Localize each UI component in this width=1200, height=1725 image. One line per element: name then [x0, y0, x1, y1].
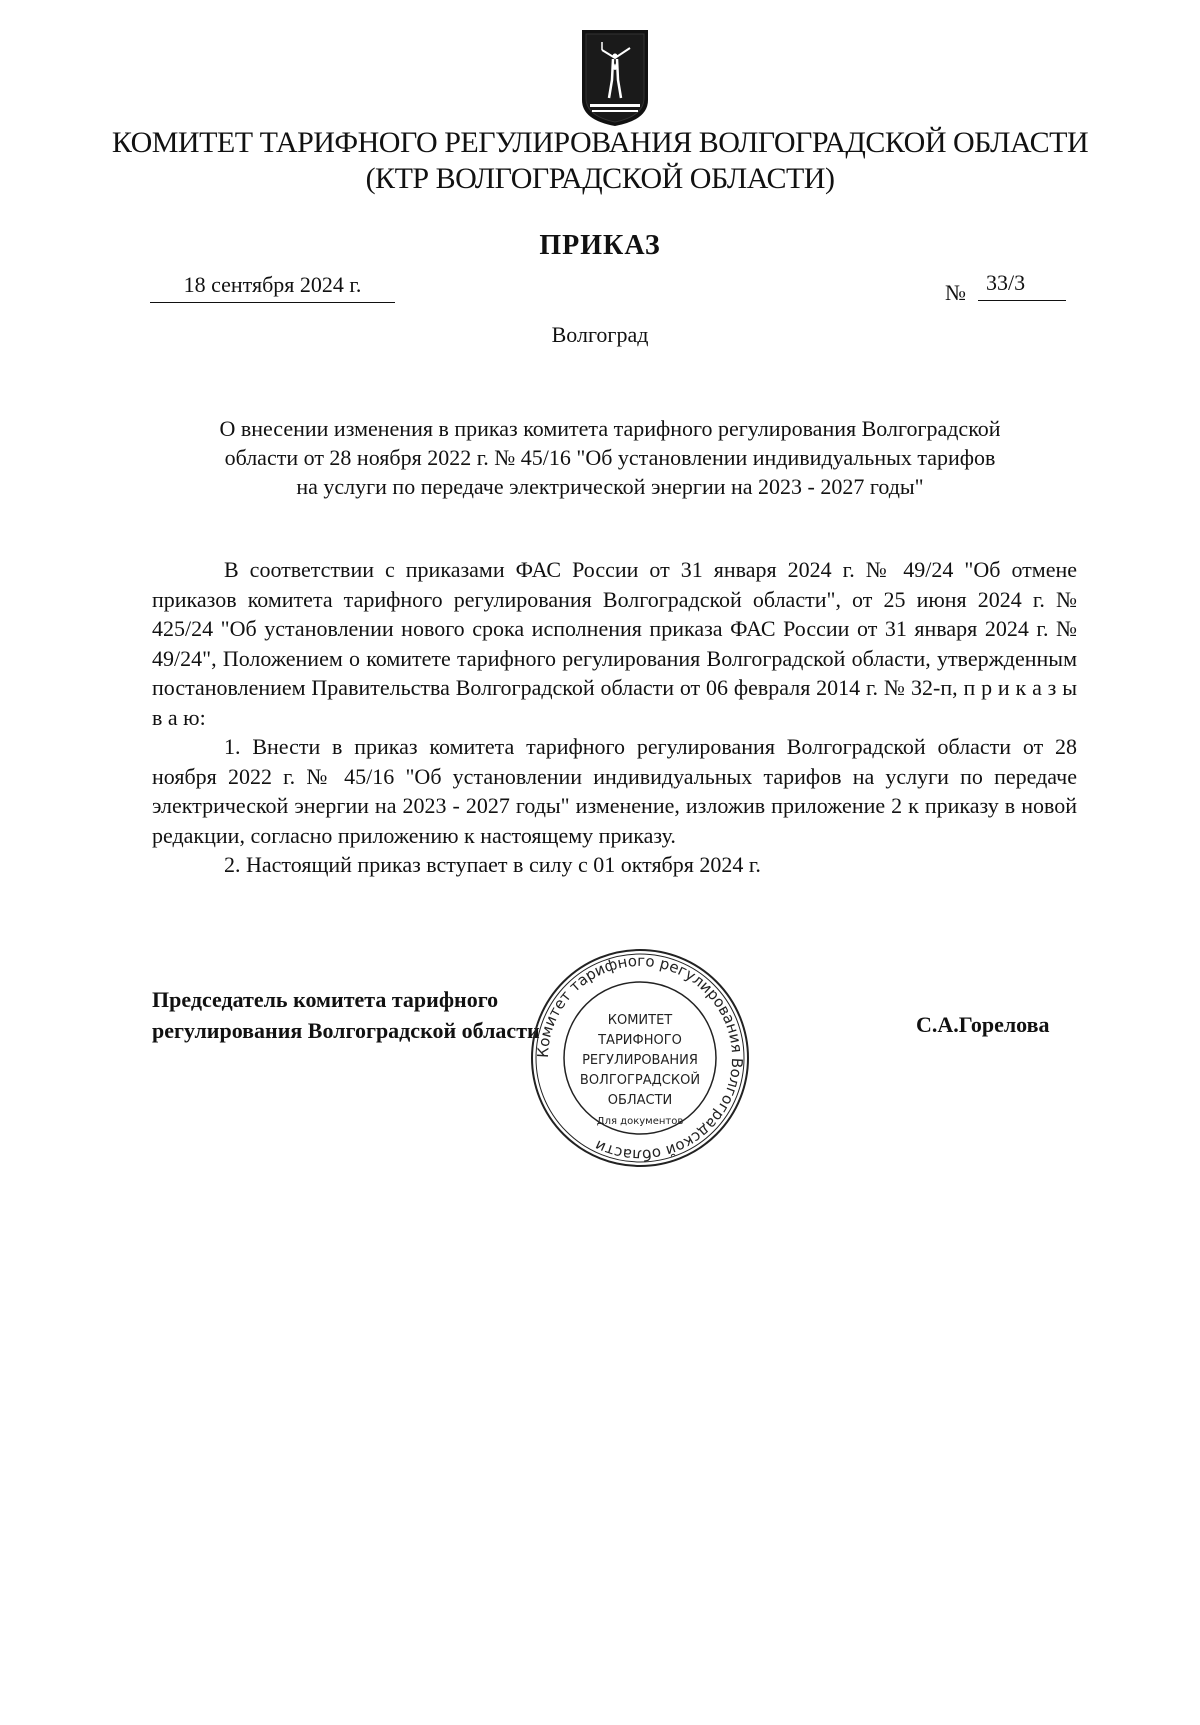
- stamp-center-line: РЕГУЛИРОВАНИЯ: [582, 1053, 698, 1068]
- document-number-label: №: [945, 280, 966, 305]
- position-line: регулирования Волгоградской области: [152, 1018, 540, 1043]
- document-subject: [150, 414, 1070, 501]
- org-name-line2: (КТР ВОЛГОГРАДСКОЙ ОБЛАСТИ): [365, 162, 835, 195]
- stamp-center-line: ВОЛГОГРАДСКОЙ: [579, 1073, 701, 1088]
- stamp-center-line: ТАРИФНОГО: [598, 1033, 682, 1048]
- preamble-paragraph: [152, 555, 1077, 732]
- volgograd-emblem-icon: [580, 28, 650, 128]
- subject-line: на услуги по передаче электрической энергии на 2023 - 2027 годы": [296, 474, 924, 499]
- org-name-line1: КОМИТЕТ ТАРИФНОГО РЕГУЛИРОВАНИЯ ВОЛГОГРАДСКОЙ ОБЛАСТИ: [111, 126, 1089, 159]
- document-body: [152, 555, 1077, 880]
- stamp-center-line: ОБЛАСТИ: [607, 1093, 673, 1108]
- official-stamp: [520, 938, 760, 1178]
- subject-line: области от 28 ноября 2022 г. № 45/16 "Об установлении индивидуальных тарифов: [224, 445, 996, 470]
- document-city: Волгоград: [551, 322, 649, 347]
- stamp-ring-text: Комитет тарифного регулирования Волгоградской области: [533, 951, 747, 1165]
- stamp-center-line: КОМИТЕТ: [607, 1013, 673, 1028]
- document-date: 18 сентября 2024 г.: [150, 272, 395, 303]
- position-line: Председатель комитета тарифного: [152, 987, 499, 1012]
- stamp-bottom-text: Для документов: [596, 1116, 684, 1127]
- signatory-position: [152, 984, 540, 1046]
- subject-line: О внесении изменения в приказ комитета тарифного регулирования Волгоградской: [219, 416, 1001, 441]
- document-type: ПРИКАЗ: [539, 230, 661, 261]
- order-word: п р и к а з ы в а ю:: [152, 675, 1077, 730]
- preamble-text: В соответствии с приказами ФАС России от 31 января 2024 г. № 49/24 "Об отмене приказов комитета тарифного регулирования Волгоградской области", от 25 июня 2024 г. № 425/24 "Об установлении нового срока исполнения приказа ФАС России от 31 января 2024 г. № 49/24", Положением о комитете тарифного регулирования Волгоградской области, утвержденным постановлением Правительства Волгоградской области от 06 февраля 2014 г. № 32-п,: [152, 557, 1077, 700]
- signatory-name: С.А.Горелова: [916, 1012, 1050, 1037]
- item-paragraph-2: 2. Настоящий приказ вступает в силу с 01 октября 2024 г.: [224, 852, 761, 877]
- item-paragraph-1: 1. Внести в приказ комитета тарифного регулирования Волгоградской области от 28 ноября 2022 г. № 45/16 "Об установлении индивидуальных тарифов на услуги по передаче электрической энергии на 2023 - 2027 годы" изменение, изложив приложение 2 к приказу в новой редакции, согласно приложению к настоящему приказу.: [152, 734, 1077, 848]
- document-number: 33/3: [978, 270, 1066, 301]
